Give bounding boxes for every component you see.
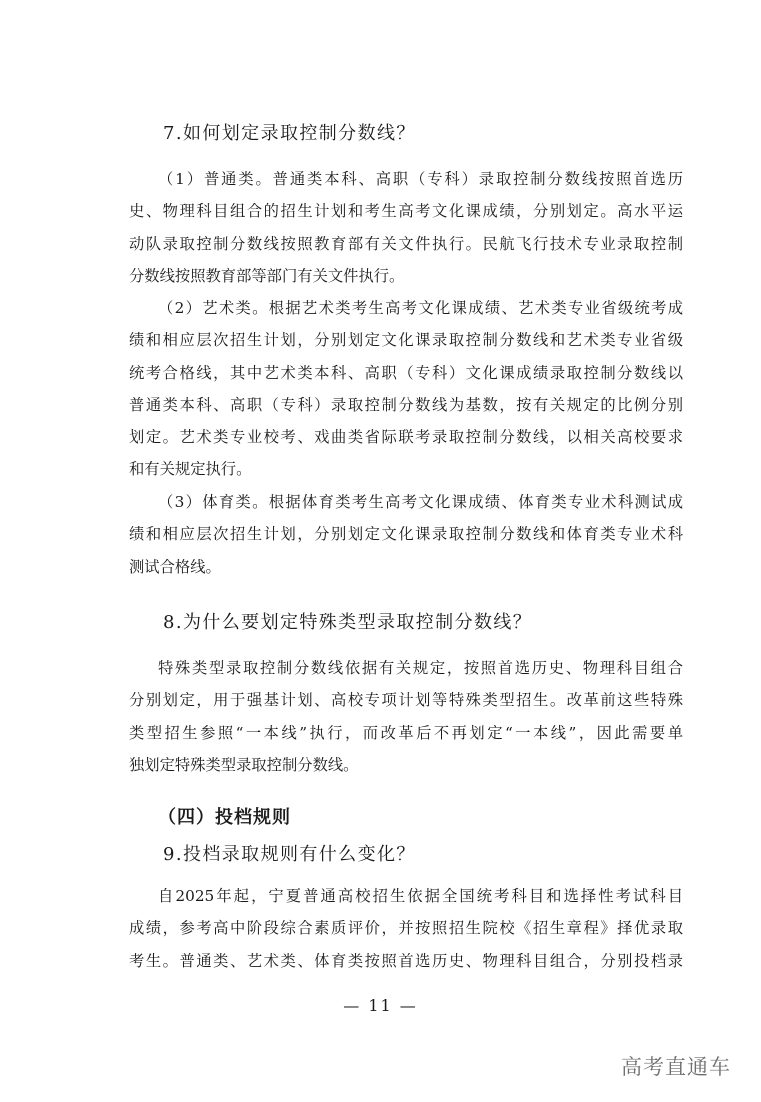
paragraph-art-category <box>129 292 683 486</box>
text-line: 普通类本科、高职（专科）录取控制分数线为基数，按有关规定的比例分别 <box>129 395 683 414</box>
text-line: 绩和相应层次招生计划，分别划定文化课录取控制分数线和艺术类专业省级 <box>129 331 683 350</box>
text-line: 特殊类型录取控制分数线依据有关规定，按照首选历史、物理科目组合 <box>158 659 683 677</box>
page-number: — 11 — <box>343 996 418 1015</box>
paragraph-ordinary-category <box>129 163 683 292</box>
text-line: 考生。普通类、艺术类、体育类按照首选历史、物理科目组合，分别投档录 <box>129 951 683 970</box>
section-4-heading: （四）投档规则 <box>158 807 291 828</box>
text-line: 动队录取控制分数线按照教育部有关文件执行。民航飞行技术专业录取控制 <box>129 234 683 253</box>
question-8-heading: 8.为什么要划定特殊类型录取控制分数线？ <box>163 612 533 633</box>
text-line: 史、物理科目组合的招生计划和考生高考文化课成绩，分别划定。高水平运 <box>129 202 683 221</box>
text-line: 绩和相应层次招生计划，分别划定文化课录取控制分数线和体育类专业术科 <box>129 525 683 544</box>
paragraph-sports-category <box>129 486 683 583</box>
text-line: （1）普通类。普通类本科、高职（专科）录取控制分数线按照首选历 <box>158 170 683 188</box>
text-line: 划定。艺术类专业校考、戏曲类省际联考录取控制分数线，以相关高校要求 <box>129 428 683 447</box>
question-7-heading: 7.如何划定录取控制分数线？ <box>163 123 416 144</box>
text-line: 统考合格线，其中艺术类本科、高职（专科）文化课成绩录取控制分数线以 <box>129 363 683 382</box>
paragraph-admission-rules <box>129 880 683 977</box>
text-line: （3）体育类。根据体育类考生高考文化课成绩、体育类专业术科测试成 <box>158 493 683 511</box>
text-line: （2）艺术类。根据艺术类考生高考文化课成绩、艺术类专业省级统考成 <box>158 299 683 317</box>
watermark: 高考直通车 <box>621 1055 731 1079</box>
text-line: 独划定特殊类型录取控制分数线。 <box>129 755 359 774</box>
text-line: 自2025年起，宁夏普通高校招生依据全国统考科目和选择性考试科目 <box>158 887 683 905</box>
paragraph-special-type <box>129 652 683 781</box>
text-line: 和有关规定执行。 <box>129 460 252 479</box>
text-line: 测试合格线。 <box>129 557 221 576</box>
text-line: 类型招生参照“一本线”执行，而改革后不再划定“一本线”，因此需要单 <box>129 723 683 742</box>
text-line: 成绩，参考高中阶段综合素质评价，并按照招生院校《招生章程》择优录取 <box>129 919 683 938</box>
text-line: 分别划定，用于强基计划、高校专项计划等特殊类型招生。改革前这些特殊 <box>129 691 683 710</box>
text-line: 分数线按照教育部等部门有关文件执行。 <box>129 266 405 285</box>
question-9-heading: 9.投档录取规则有什么变化？ <box>163 844 416 865</box>
